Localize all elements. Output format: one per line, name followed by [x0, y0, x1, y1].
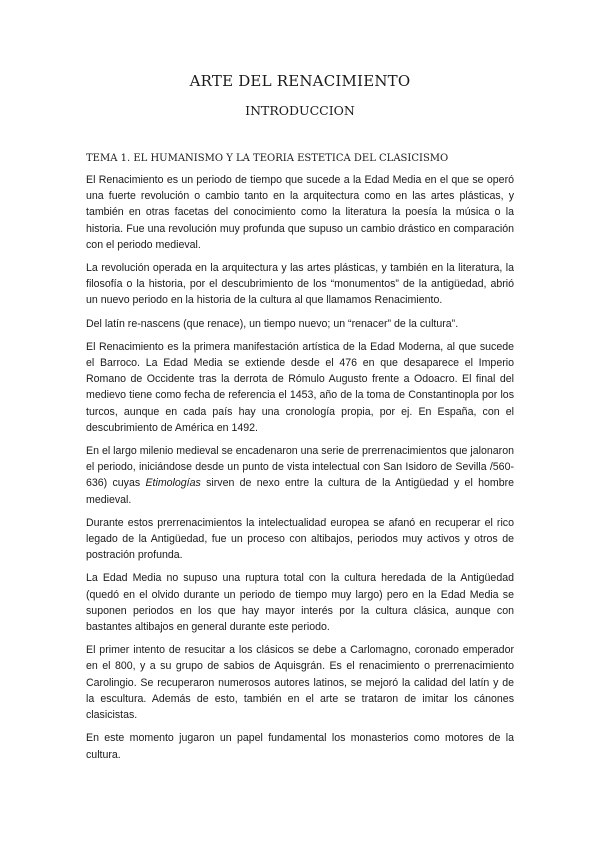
paragraph-7: La Edad Media no supuso una ruptura total con la cultura heredada de la Antigüedad (quedó en el olvido durante un periodo de tiempo muy largo) pero en la Edad Media se suponen periodos en los que hay mayor interés por la cultura clásica, aunque con bastantes altibajos en general durante este periodo.: [86, 572, 514, 634]
paragraph-2: La revolución operada en la arquitectura y las artes plásticas, y también en la literatura, la filosofía o la historia, por el descubrimiento de los “monumentos” de la antigüedad, abrió un nuevo periodo en la historia de la cultura al que llamamos Renacimiento.: [86, 262, 514, 307]
paragraph-3: Del latín re-nascens (que renace), un tiempo nuevo; un “renacer” de la cultura”.: [86, 317, 459, 330]
paragraph-6: Durante estos prerrenacimientos la intelectualidad europea se afanó en recuperar el rico legado de la Antigüedad, fue un proceso con altibajos, periodos muy activos y otros de postración profunda.: [86, 516, 514, 562]
document-title: ARTE DEL RENACIMIENTO: [189, 72, 411, 90]
document-subtitle: INTRODUCCION: [245, 103, 355, 118]
paragraph-5-text-end: sirven de nexo entre la cultura de la Antigüedad y el hombre medieval.: [86, 477, 514, 506]
section-heading: TEMA 1. EL HUMANISMO Y LA TEORIA ESTETICA DEL CLASICISMO: [86, 153, 449, 164]
paragraph-5: [86, 443, 514, 508]
paragraph-4: El Renacimiento es la primera manifestación artística de la Edad Moderna, al que sucede el Barroco. La Edad Media se extiende desde el 476 en que desaparece el Imperio Romano de Occidente tras la derrota de Rómulo Augusto frente a Odoacro. El final del medievo tiene como fecha de referencia el 1453, año de la toma de Constantinopla por los turcos, aunque en cada país hay una cronología propia, por ej. En España, con el descubrimiento de América en 1492.: [86, 340, 514, 434]
etimologias-italic: Etimologías: [145, 477, 201, 490]
body-text: [86, 172, 514, 763]
paragraph-1: El Renacimiento es un periodo de tiempo que sucede a la Edad Media en el que se operó una fuerte revolución o cambio tanto en la arquitectura como en las artes plásticas, y también en otras facetas del conocimiento como la literatura la poesía la música o la historia. Fue una revolución muy profunda que supuso un cambio drástico en comparación con el periodo medieval.: [86, 174, 514, 251]
paragraph-8: El primer intento de resucitar a los clásicos se debe a Carlomagno, coronado emperador en el 800, y a su grupo de sabios de Aquisgrán. Es el renacimiento o prerrenacimiento Carolingio. Se recuperaron numerosos autores latinos, se mejoró la calidad del latín y de la escultura. Además de esto, también en el arte se trataron de imitar los cánones clasicistas.: [86, 644, 514, 722]
paragraph-5-text-start: En el largo milenio medieval se encadenaron una serie de prerrenacimientos que jalonaron el periodo, iniciándose desde un punto de vista intelectual con San Isidoro de Sevilla /560-636) cuyas: [86, 445, 514, 490]
paragraph-9: En este momento jugaron un papel fundamental los monasterios como motores de la cultura.: [86, 732, 514, 761]
